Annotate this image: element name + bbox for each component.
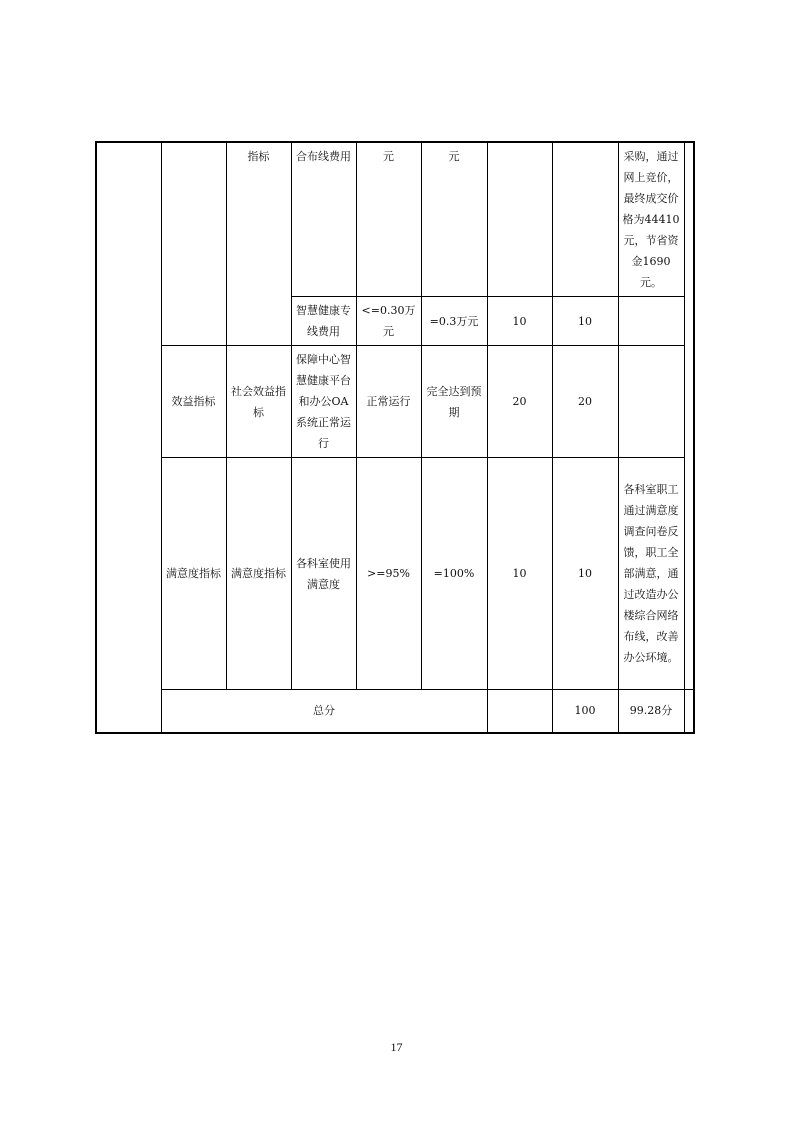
score-cell [552, 142, 618, 297]
target-cell: 正常运行 [356, 346, 421, 458]
weight-cell: 10 [487, 297, 552, 346]
level2-cell: 效益指标 [161, 346, 226, 458]
table-row [96, 346, 694, 458]
total-score-cell: 99.28分 [618, 690, 684, 733]
level3-cell: 指标 [226, 142, 291, 346]
total-label: 总分 [161, 690, 487, 733]
table-row [96, 142, 694, 297]
level2-cell: 满意度指标 [161, 458, 226, 690]
indicator-cell: 智慧健康专线费用 [291, 297, 356, 346]
actual-cell: =100% [421, 458, 487, 690]
weight-cell [487, 142, 552, 297]
level3-cell: 社会效益指标 [226, 346, 291, 458]
indicator-cell: 保障中心智慧健康平台和办公OA系统正常运行 [291, 346, 356, 458]
total-note-cell [684, 690, 694, 733]
total-weight-cell: 100 [552, 690, 618, 733]
level3-cell: 满意度指标 [226, 458, 291, 690]
note-cell: 采购，通过网上竞价，最终成交价格为44410元，节省资金1690元。 [618, 142, 684, 297]
total-actual-cell [487, 690, 552, 733]
actual-cell: =0.3万元 [421, 297, 487, 346]
page-number: 17 [390, 1040, 403, 1054]
weight-cell: 20 [487, 346, 552, 458]
score-cell: 10 [552, 297, 618, 346]
target-cell: 元 [356, 142, 421, 297]
weight-cell: 10 [487, 458, 552, 690]
note-cell: 各科室职工通过满意度调查问卷反馈，职工全部满意，通过改造办公楼综合网络布线，改善办公环境。 [618, 458, 684, 690]
actual-cell: 元 [421, 142, 487, 297]
indicator-cell: 各科室使用满意度 [291, 458, 356, 690]
level2-cell [161, 142, 226, 346]
target-cell: <=0.30万元 [356, 297, 421, 346]
indicator-cell: 合布线费用 [291, 142, 356, 297]
target-cell: >=95% [356, 458, 421, 690]
note-cell [618, 297, 684, 346]
actual-cell: 完全达到预期 [421, 346, 487, 458]
total-row [96, 690, 694, 733]
note-cell [618, 346, 684, 458]
table-row [96, 458, 694, 690]
level1-cell [96, 142, 161, 733]
score-cell: 20 [552, 346, 618, 458]
performance-table [95, 141, 695, 734]
score-cell: 10 [552, 458, 618, 690]
